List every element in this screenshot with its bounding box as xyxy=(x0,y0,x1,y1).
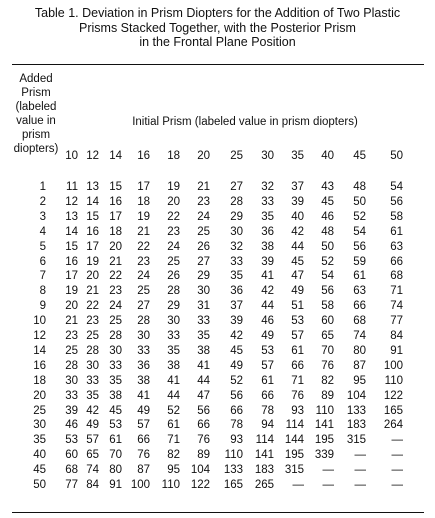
table-cell: 30 xyxy=(230,225,243,238)
table-cell: 44 xyxy=(291,240,304,253)
table-cell: 54 xyxy=(353,225,366,238)
bottom-rule xyxy=(12,512,424,513)
table-cell: 49 xyxy=(291,285,304,298)
table-cell: 110 xyxy=(224,449,243,462)
stub-header-line: diopters) xyxy=(13,143,59,155)
table-cell: 39 xyxy=(291,195,304,208)
table-cell: 20 xyxy=(86,270,99,283)
table-cell: 33 xyxy=(137,344,150,357)
table-cell: 68 xyxy=(353,315,366,328)
table-cell: 13 xyxy=(86,181,99,193)
table-cell: 25 xyxy=(86,330,99,342)
table-cell: 37 xyxy=(230,300,243,313)
row-label: 12 xyxy=(33,330,46,342)
row-label: 20 xyxy=(33,389,46,402)
table-cell: 21 xyxy=(86,285,99,298)
table-cell: 42 xyxy=(86,404,99,417)
table-cell: 49 xyxy=(137,404,150,417)
table-cell: 28 xyxy=(230,195,243,208)
table-cell: 16 xyxy=(65,255,78,268)
table-cell: 29 xyxy=(167,300,180,313)
stub-header-line: prism xyxy=(21,129,51,141)
table-cell: 42 xyxy=(261,285,274,298)
table-cell: 122 xyxy=(383,389,403,402)
table-cell: 18 xyxy=(137,195,150,208)
table-cell: 48 xyxy=(321,225,334,238)
table-cell: 16 xyxy=(86,225,99,238)
table-cell: 76 xyxy=(291,389,304,402)
table-cell: — xyxy=(292,479,304,491)
table-cell: 110 xyxy=(315,404,334,417)
table-cell: 82 xyxy=(321,374,334,387)
table-cell: 339 xyxy=(314,449,334,462)
table-cell: 21 xyxy=(197,181,210,193)
table-cell: 53 xyxy=(65,434,78,447)
table-cell: 14 xyxy=(65,225,78,238)
table-cell: 60 xyxy=(321,315,334,328)
table-cell: 87 xyxy=(353,359,366,372)
column-header: 14 xyxy=(109,150,122,162)
table-cell: 11 xyxy=(66,181,78,193)
table-cell: 32 xyxy=(230,240,243,253)
table-cell: 95 xyxy=(167,464,180,477)
table-cell: 22 xyxy=(167,210,180,223)
table-cell: 37 xyxy=(291,181,304,193)
table-cell: 52 xyxy=(353,210,366,223)
table-cell: 66 xyxy=(390,255,403,268)
table-cell: 15 xyxy=(65,240,78,253)
row-label: 6 xyxy=(39,255,46,268)
table-cell: 100 xyxy=(130,479,150,491)
table-cell: 70 xyxy=(321,344,334,357)
table-cell: 84 xyxy=(390,330,403,342)
table-cell: 21 xyxy=(137,225,150,238)
caption-line: Prisms Stacked Together, with the Posterior Prism xyxy=(79,20,356,35)
column-header: 35 xyxy=(291,150,304,162)
table-cell: 18 xyxy=(109,225,122,238)
table-cell: 71 xyxy=(390,285,403,298)
table-cell: 39 xyxy=(261,255,274,268)
table-cell: 45 xyxy=(291,255,304,268)
row-label: 5 xyxy=(39,240,46,253)
table-cell: 95 xyxy=(353,374,366,387)
table-cell: 23 xyxy=(65,330,78,342)
table-cell: — xyxy=(391,464,403,477)
table-cell: 39 xyxy=(230,315,243,328)
table-cell: 61 xyxy=(167,419,180,432)
table-cell: 63 xyxy=(390,240,403,253)
table-cell: 60 xyxy=(65,449,78,462)
table-cell: 61 xyxy=(291,344,304,357)
column-header: 16 xyxy=(137,150,150,162)
table-cell: 93 xyxy=(230,434,243,447)
table-cell: 57 xyxy=(291,330,304,342)
row-label: 10 xyxy=(33,315,46,328)
table-cell: 23 xyxy=(197,195,210,208)
table-cell: 35 xyxy=(109,374,122,387)
table-cell: 52 xyxy=(167,404,180,417)
table-cell: 15 xyxy=(86,210,99,223)
table-cell: — xyxy=(322,464,334,477)
table-cell: 58 xyxy=(390,210,403,223)
row-label: 4 xyxy=(39,225,46,238)
table-cell: 89 xyxy=(197,449,210,462)
stub-header-line: value in xyxy=(16,115,56,127)
table-cell: 77 xyxy=(390,315,403,328)
row-label: 45 xyxy=(33,464,46,477)
table-cell: 56 xyxy=(197,404,210,417)
table-cell: 91 xyxy=(390,344,403,357)
table-cell: 38 xyxy=(167,359,180,372)
table-cell: 33 xyxy=(230,255,243,268)
table-cell: 28 xyxy=(65,359,78,372)
row-label: 8 xyxy=(39,285,46,298)
table-cell: 46 xyxy=(65,419,78,432)
row-label: 9 xyxy=(39,300,46,313)
table-cell: 133 xyxy=(346,404,366,417)
table-cell: 315 xyxy=(346,434,366,447)
table-cell: 49 xyxy=(86,419,99,432)
table-cell: 24 xyxy=(109,300,122,313)
table-cell: 195 xyxy=(284,449,304,462)
table-cell: 25 xyxy=(167,255,180,268)
table-cell: 25 xyxy=(65,344,78,357)
table-cell: 84 xyxy=(86,479,99,491)
table-cell: 20 xyxy=(109,240,122,253)
column-header: 40 xyxy=(321,150,334,162)
table-cell: 114 xyxy=(255,434,274,447)
table-cell: 144 xyxy=(284,434,304,447)
table-cell: 40 xyxy=(291,210,304,223)
table-cell: 87 xyxy=(137,464,150,477)
table-cell: 68 xyxy=(65,464,78,477)
table-cell: 22 xyxy=(86,300,99,313)
table-cell: 70 xyxy=(109,449,122,462)
table-cell: 24 xyxy=(137,270,150,283)
table-cell: 122 xyxy=(190,479,210,491)
table-cell: 45 xyxy=(109,404,122,417)
table-cell: 35 xyxy=(230,270,243,283)
table-cell: 25 xyxy=(197,225,210,238)
table-cell: 24 xyxy=(197,210,210,223)
table-cell: — xyxy=(391,479,403,491)
table-cell: 49 xyxy=(230,359,243,372)
column-header: 20 xyxy=(197,150,210,162)
table-cell: 13 xyxy=(65,210,78,223)
table-cell: 17 xyxy=(137,181,150,193)
table-cell: 41 xyxy=(137,389,150,402)
table-cell: 46 xyxy=(261,315,274,328)
table-cell: 23 xyxy=(137,255,150,268)
table-cell: 31 xyxy=(197,300,210,313)
table-cell: 30 xyxy=(109,344,122,357)
table-cell: 315 xyxy=(284,464,304,477)
table-cell: 19 xyxy=(137,210,150,223)
table-cell: 17 xyxy=(65,270,78,283)
table-cell: 26 xyxy=(197,240,210,253)
table-cell: 39 xyxy=(65,404,78,417)
column-header: 25 xyxy=(230,150,243,162)
table-cell: 35 xyxy=(197,330,210,342)
table-cell: 61 xyxy=(261,374,274,387)
table-cell: 30 xyxy=(167,315,180,328)
spanner-label: Initial Prism (labeled value in prism diopters) xyxy=(132,116,358,128)
table-cell: 74 xyxy=(390,300,403,313)
table-cell: 53 xyxy=(109,419,122,432)
table-cell: 110 xyxy=(161,479,180,491)
table-cell: 21 xyxy=(65,315,78,328)
row-label: 25 xyxy=(33,404,46,417)
table-cell: 25 xyxy=(137,285,150,298)
table-cell: 36 xyxy=(261,225,274,238)
table-cell: 56 xyxy=(321,285,334,298)
column-header: 30 xyxy=(261,150,274,162)
table-cell: 41 xyxy=(197,359,210,372)
table-cell: 20 xyxy=(65,300,78,313)
table-cell: 58 xyxy=(321,300,334,313)
table-cell: 38 xyxy=(197,344,210,357)
table-cell: 76 xyxy=(321,359,334,372)
table-cell: 61 xyxy=(390,225,403,238)
table-cell: 33 xyxy=(86,374,99,387)
column-header: 10 xyxy=(65,150,78,162)
table-cell: 74 xyxy=(86,464,99,477)
row-label: 16 xyxy=(33,359,46,372)
table-cell: 76 xyxy=(197,434,210,447)
table-cell: 104 xyxy=(190,464,210,477)
table-cell: 165 xyxy=(223,479,243,491)
table-cell: 23 xyxy=(86,315,99,328)
row-label: 40 xyxy=(33,449,46,462)
table-cell: 71 xyxy=(167,434,180,447)
table-cell: 82 xyxy=(167,449,180,462)
table-cell: 195 xyxy=(314,434,334,447)
table-cell: 77 xyxy=(65,479,78,491)
table-cell: 14 xyxy=(86,195,99,208)
table-cell: 45 xyxy=(230,344,243,357)
stub-header-line: (labeled xyxy=(15,101,57,113)
table-cell: 38 xyxy=(137,374,150,387)
table-cell: 22 xyxy=(109,270,122,283)
row-label: 3 xyxy=(39,210,46,223)
table-cell: 57 xyxy=(86,434,99,447)
column-header: 50 xyxy=(390,150,403,162)
table-cell: — xyxy=(354,464,366,477)
table-cell: 19 xyxy=(86,255,99,268)
table-cell: 41 xyxy=(261,270,274,283)
table-cell: 141 xyxy=(254,449,274,462)
table-cell: 49 xyxy=(261,330,274,342)
table-cell: 47 xyxy=(197,389,210,402)
table-cell: 104 xyxy=(346,389,366,402)
table-cell: 27 xyxy=(230,181,243,193)
table-cell: 42 xyxy=(230,330,243,342)
table-cell: — xyxy=(354,449,366,462)
table-cell: 36 xyxy=(137,359,150,372)
table-cell: 35 xyxy=(167,344,180,357)
table-cell: 264 xyxy=(383,419,403,432)
table-cell: 15 xyxy=(109,181,122,193)
table-cell: 54 xyxy=(390,181,403,193)
row-label: 50 xyxy=(33,479,46,491)
table-cell: 24 xyxy=(167,240,180,253)
table-cell: 35 xyxy=(261,210,274,223)
table-cell: 63 xyxy=(353,285,366,298)
table-cell: 33 xyxy=(261,195,274,208)
table-cell: 68 xyxy=(390,270,403,283)
table-cell: 59 xyxy=(353,255,366,268)
table-cell: 61 xyxy=(353,270,366,283)
table-cell: 71 xyxy=(291,374,304,387)
row-label: 2 xyxy=(39,195,46,208)
table-cell: 89 xyxy=(321,389,334,402)
table-cell: 54 xyxy=(321,270,334,283)
table-cell: 65 xyxy=(321,330,334,342)
table-cell: 183 xyxy=(254,464,274,477)
table-cell: 28 xyxy=(137,315,150,328)
table-cell: 33 xyxy=(109,359,122,372)
table-cell: 33 xyxy=(65,389,78,402)
table-cell: 42 xyxy=(291,225,304,238)
table-cell: 20 xyxy=(167,195,180,208)
table-cell: 66 xyxy=(197,419,210,432)
table-cell: 53 xyxy=(291,315,304,328)
table-cell: 78 xyxy=(261,404,274,417)
table-cell: 165 xyxy=(383,404,403,417)
table-cell: 57 xyxy=(137,419,150,432)
row-label: 35 xyxy=(33,434,46,447)
table-cell: 28 xyxy=(167,285,180,298)
table-cell: 133 xyxy=(223,464,243,477)
table-cell: 52 xyxy=(230,374,243,387)
table-cell: 50 xyxy=(353,195,366,208)
table-cell: 265 xyxy=(254,479,274,491)
row-label: 30 xyxy=(33,419,46,432)
table-cell: 50 xyxy=(321,240,334,253)
table-cell: 141 xyxy=(314,419,334,432)
table-cell: 41 xyxy=(167,374,180,387)
caption-line: Table 1. Deviation in Prism Diopters for the Addition of Two Plastic xyxy=(34,6,401,20)
table-cell: 16 xyxy=(109,195,122,208)
table-cell: 23 xyxy=(167,225,180,238)
table-cell: 36 xyxy=(230,285,243,298)
table-cell: 80 xyxy=(109,464,122,477)
table-cell: 66 xyxy=(353,300,366,313)
table-cell: 25 xyxy=(109,315,122,328)
stub-header-line: Added xyxy=(19,73,53,85)
table-cell: 23 xyxy=(109,285,122,298)
column-header: 18 xyxy=(167,150,180,162)
table-cell: 19 xyxy=(167,181,180,193)
table-cell: — xyxy=(391,449,403,462)
table-cell: 35 xyxy=(86,389,99,402)
table-cell: 44 xyxy=(167,389,180,402)
top-rule xyxy=(12,64,424,65)
table-cell: 66 xyxy=(230,404,243,417)
table-cell: 30 xyxy=(86,359,99,372)
stub-header xyxy=(10,72,62,156)
table-cell: 32 xyxy=(261,181,274,193)
table-cell: 61 xyxy=(109,434,122,447)
table-cell: 66 xyxy=(137,434,150,447)
table-cell: 28 xyxy=(109,330,122,342)
table-cell: — xyxy=(322,479,334,491)
table-cell: 52 xyxy=(321,255,334,268)
table-cell: 44 xyxy=(261,300,274,313)
column-header: 45 xyxy=(353,150,366,162)
table-cell: 53 xyxy=(261,344,274,357)
table-cell: 38 xyxy=(109,389,122,402)
table-cell: 114 xyxy=(285,419,304,432)
table-cell: 74 xyxy=(353,330,366,342)
table-caption xyxy=(0,6,435,50)
table-cell: 27 xyxy=(197,255,210,268)
table-cell: 21 xyxy=(109,255,122,268)
table-cell: 66 xyxy=(291,359,304,372)
table-cell: 65 xyxy=(86,449,99,462)
table-cell: 17 xyxy=(86,240,99,253)
table-cell: 66 xyxy=(261,389,274,402)
table-cell: 56 xyxy=(230,389,243,402)
table-cell: 26 xyxy=(167,270,180,283)
table-cell: 30 xyxy=(65,374,78,387)
table-cell: 43 xyxy=(321,181,334,193)
table-cell: 100 xyxy=(383,359,403,372)
table-cell: 183 xyxy=(346,419,366,432)
table-cell: 56 xyxy=(353,240,366,253)
row-label: 18 xyxy=(33,374,46,387)
table-cell: 47 xyxy=(291,270,304,283)
stub-header-line: Prism xyxy=(21,87,51,99)
table-cell: 33 xyxy=(197,315,210,328)
table-cell: 30 xyxy=(197,285,210,298)
row-label: 7 xyxy=(39,270,46,283)
table-cell: — xyxy=(354,479,366,491)
table-cell: 29 xyxy=(197,270,210,283)
table-cell: 48 xyxy=(353,181,366,193)
table-cell: 27 xyxy=(137,300,150,313)
caption-line: in the Frontal Plane Position xyxy=(139,35,296,49)
table-cell: 45 xyxy=(321,195,334,208)
table-cell: 38 xyxy=(261,240,274,253)
table-cell: 93 xyxy=(291,404,304,417)
table-cell: 12 xyxy=(65,195,78,208)
table-cell: 19 xyxy=(65,285,78,298)
table-cell: 80 xyxy=(353,344,366,357)
table-cell: 17 xyxy=(109,210,122,223)
table-cell: 29 xyxy=(230,210,243,223)
table-cell: 28 xyxy=(86,344,99,357)
table-cell: 76 xyxy=(137,449,150,462)
table-cell: 51 xyxy=(291,300,304,313)
table-cell: 57 xyxy=(261,359,274,372)
table-cell: 22 xyxy=(137,240,150,253)
table-cell: 56 xyxy=(390,195,403,208)
table-cell: 94 xyxy=(261,419,274,432)
column-header: 12 xyxy=(86,150,99,162)
table-cell: 78 xyxy=(230,419,243,432)
table-cell: 110 xyxy=(384,374,403,387)
table-cell: 44 xyxy=(197,374,210,387)
table-cell: 33 xyxy=(167,330,180,342)
table-cell: 46 xyxy=(321,210,334,223)
table-cell: — xyxy=(391,434,403,447)
table-cell: 30 xyxy=(137,330,150,342)
row-label: 14 xyxy=(33,344,46,357)
table-cell: 91 xyxy=(109,479,122,491)
row-label: 1 xyxy=(39,181,46,193)
